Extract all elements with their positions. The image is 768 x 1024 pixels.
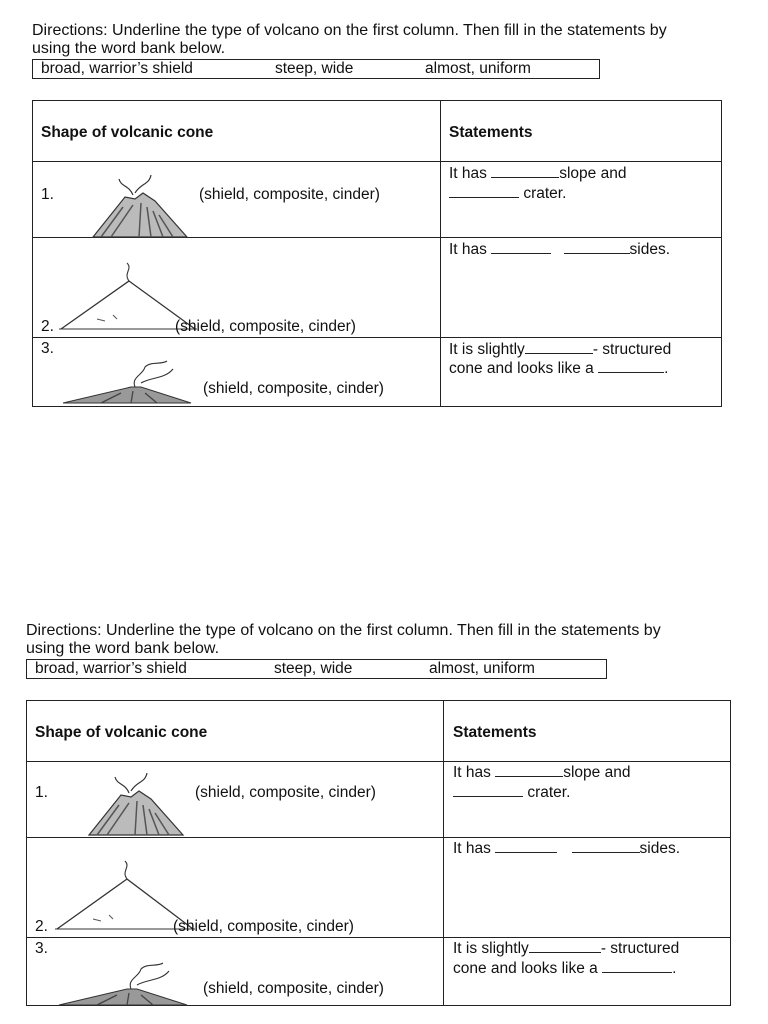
- answer-blank[interactable]: [495, 840, 557, 853]
- answer-blank[interactable]: [564, 241, 630, 254]
- statement-text: It has: [449, 165, 487, 182]
- answer-blank[interactable]: [449, 185, 519, 198]
- statement-text: sides.: [639, 840, 681, 857]
- answer-blank[interactable]: [495, 764, 563, 777]
- header-statements: Statements: [449, 124, 533, 141]
- statement-text: .: [672, 960, 677, 977]
- word-bank: [32, 59, 600, 79]
- statement-text: It has: [453, 840, 491, 857]
- directions-line-1: Directions: Underline the type of volcano on the first column. Then fill in the statements by: [26, 622, 661, 639]
- answer-blank[interactable]: [453, 784, 523, 797]
- answer-blank[interactable]: [602, 960, 672, 973]
- row-number: 3.: [41, 340, 54, 357]
- statement-text: sides.: [629, 241, 671, 258]
- answer-blank[interactable]: [572, 840, 640, 853]
- statement-1-line-1: [453, 763, 630, 782]
- word-bank: [26, 659, 607, 679]
- row-number: 3.: [35, 940, 48, 957]
- header-shape: Shape of volcanic cone: [41, 124, 214, 141]
- word-bank-item: almost, uniform: [425, 60, 531, 77]
- volcano-table: [32, 100, 722, 407]
- composite-volcano-icon: [85, 769, 185, 837]
- worksheet-1: [0, 0, 768, 420]
- statement-3-line-1: [453, 939, 679, 958]
- directions-line-2: using the word bank below.: [32, 40, 226, 57]
- statement-text: crater.: [523, 185, 567, 202]
- word-bank-item: almost, uniform: [429, 660, 535, 677]
- statement-text: slope and: [559, 165, 627, 182]
- statement-text: slope and: [563, 764, 631, 781]
- word-bank-item: steep, wide: [274, 660, 353, 677]
- composite-volcano-icon: [89, 171, 189, 239]
- worksheet-2: [0, 600, 768, 1020]
- statement-text: It has: [453, 764, 491, 781]
- shield-volcano-icon: [53, 861, 193, 933]
- statement-text: It is slightly: [449, 341, 525, 358]
- word-bank-item: steep, wide: [275, 60, 354, 77]
- row-number: 1.: [41, 186, 54, 203]
- statement-1-line-2: [449, 184, 566, 203]
- volcano-type-choices[interactable]: (shield, composite, cinder): [203, 380, 384, 397]
- answer-blank[interactable]: [525, 341, 593, 354]
- volcano-type-choices[interactable]: (shield, composite, cinder): [175, 318, 356, 335]
- statement-3-line-2: [453, 959, 676, 978]
- statement-2-line-1: [449, 240, 670, 259]
- volcano-type-choices[interactable]: (shield, composite, cinder): [203, 980, 384, 997]
- statement-text: .: [664, 360, 669, 377]
- answer-blank[interactable]: [529, 940, 601, 953]
- statement-3-line-2: [449, 359, 668, 378]
- statement-3-line-1: [449, 340, 671, 359]
- volcano-type-choices[interactable]: (shield, composite, cinder): [195, 784, 376, 801]
- row-number: 2.: [41, 318, 54, 335]
- row-number: 1.: [35, 784, 48, 801]
- statement-text: cone and looks like a: [449, 360, 594, 377]
- word-bank-item: broad, warrior’s shield: [41, 60, 193, 77]
- statement-text: crater.: [527, 784, 571, 801]
- statement-2-line-1: [453, 839, 680, 858]
- header-statements: Statements: [453, 724, 537, 741]
- directions-line-1: Directions: Underline the type of volcano on the first column. Then fill in the statements by: [32, 22, 667, 39]
- volcano-table: [26, 700, 731, 1006]
- statement-text: It is slightly: [453, 940, 529, 957]
- answer-blank[interactable]: [491, 165, 559, 178]
- answer-blank[interactable]: [598, 360, 664, 373]
- cinder-volcano-icon: [57, 955, 197, 1007]
- directions-line-2: using the word bank below.: [26, 640, 220, 657]
- statement-1-line-1: [449, 164, 626, 183]
- statement-text: - structured: [592, 341, 672, 358]
- answer-blank[interactable]: [491, 241, 551, 254]
- statement-text: cone and looks like a: [453, 960, 598, 977]
- statement-text: It has: [449, 241, 487, 258]
- volcano-type-choices[interactable]: (shield, composite, cinder): [199, 186, 380, 203]
- volcano-type-choices[interactable]: (shield, composite, cinder): [173, 918, 354, 935]
- header-shape: Shape of volcanic cone: [35, 724, 208, 741]
- cinder-volcano-icon: [61, 353, 201, 405]
- word-bank-item: broad, warrior’s shield: [35, 660, 187, 677]
- row-number: 2.: [35, 918, 48, 935]
- statement-text: - structured: [600, 940, 680, 957]
- statement-1-line-2: [453, 783, 570, 802]
